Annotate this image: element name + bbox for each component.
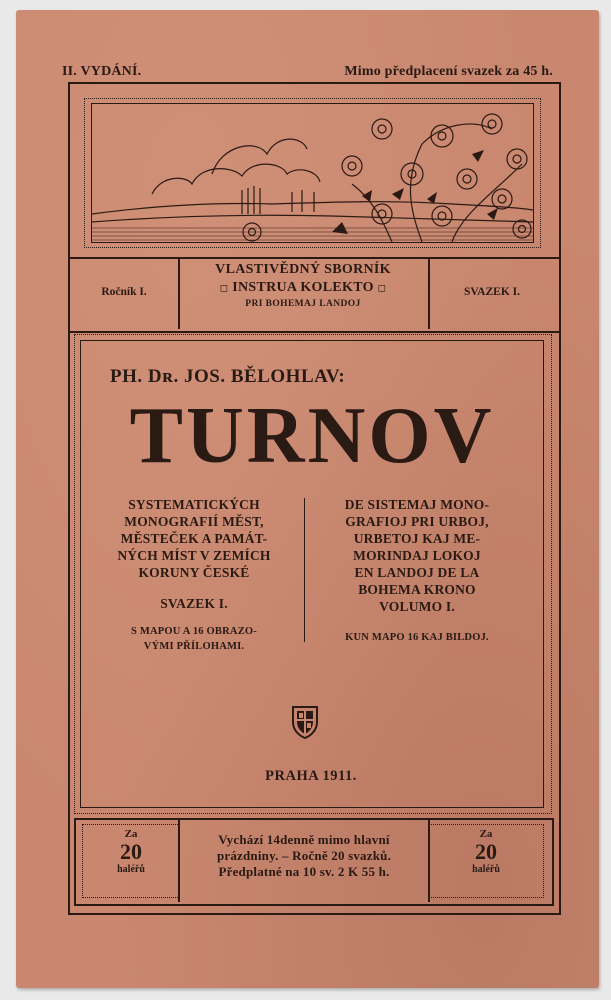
right-note: KUN MAPO 16 KAJ BILDOJ.	[345, 632, 489, 643]
right-column-line: GRAFIOJ PRI URBOJ,	[345, 514, 489, 529]
series-title-czech: VLASTIVĚDNÝ SBORNÍK	[215, 262, 391, 277]
left-note: S MAPOU A 16 OBRAZO-	[131, 626, 257, 637]
author-line: PH. Dʀ. JOS. BĚLOHLAV:	[110, 366, 346, 387]
right-column-line: MORINDAJ LOKOJ	[353, 548, 481, 563]
left-volume: SVAZEK I.	[160, 596, 228, 611]
book-cover	[16, 10, 599, 988]
subscription-line: Předplatné na 10 sv. 2 K 55 h.	[218, 864, 390, 879]
subscription-info	[182, 832, 426, 880]
left-price-za: Za	[124, 828, 138, 840]
right-volume: VOLUMO I.	[379, 599, 455, 614]
series-title-esperanto-text: INSTRUA KOLEKTO	[232, 280, 374, 295]
right-column-line: BOHEMA KRONO	[358, 582, 476, 597]
landscape-roses-icon	[92, 104, 533, 242]
left-column-line: MONOGRAFIÍ MĚST,	[124, 514, 264, 529]
year-label: Ročník I.	[101, 286, 147, 298]
right-price	[428, 828, 544, 875]
price-note: Mimo předplacení svazek za 45 h.	[344, 64, 553, 79]
left-column-line: NÝCH MÍST V ZEMÍCH	[117, 548, 271, 563]
series-title-esperanto	[180, 280, 426, 296]
shield-emblem-icon	[290, 704, 320, 740]
right-column-line: DE SISTEMAJ MONO-	[344, 497, 490, 512]
page-title: TURNOV	[129, 392, 495, 480]
left-note: VÝMI PŘÍLOHAMI.	[143, 641, 245, 652]
square-ornament-icon: ◻	[377, 283, 387, 294]
subscription-line: prázdniny. – Ročně 20 svazků.	[216, 848, 392, 863]
right-column-line: URBETOJ KAJ ME-	[353, 531, 481, 546]
column-divider	[304, 498, 305, 642]
subscription-line: Vychází 14denně mimo hlavní	[218, 832, 390, 847]
left-column-line: SYSTEMATICKÝCH	[128, 497, 260, 512]
volume-label: SVAZEK I.	[463, 286, 521, 298]
left-column	[92, 496, 296, 654]
left-price-unit: haléřů	[117, 864, 145, 875]
series-title	[180, 262, 426, 309]
left-price-amount: 20	[120, 839, 142, 864]
right-column-line: EN LANDOJ DE LA	[354, 565, 480, 580]
right-price-unit: haléřů	[472, 864, 500, 875]
right-column	[312, 496, 522, 646]
series-subtitle: PRI BOHEMAJ LANDOJ	[245, 299, 361, 309]
vignette-illustration	[91, 103, 534, 243]
edition-label: II. VYDÁNÍ.	[62, 64, 142, 79]
right-price-amount: 20	[475, 839, 497, 864]
right-price-za: Za	[479, 828, 493, 840]
left-column-line: KORUNY ČESKÉ	[138, 565, 250, 580]
square-ornament-icon: ◻	[219, 283, 229, 294]
left-price	[82, 828, 180, 875]
left-column-line: MĚSTEČEK A PAMÁT-	[120, 531, 268, 546]
imprint: PRAHA 1911.	[265, 768, 357, 784]
